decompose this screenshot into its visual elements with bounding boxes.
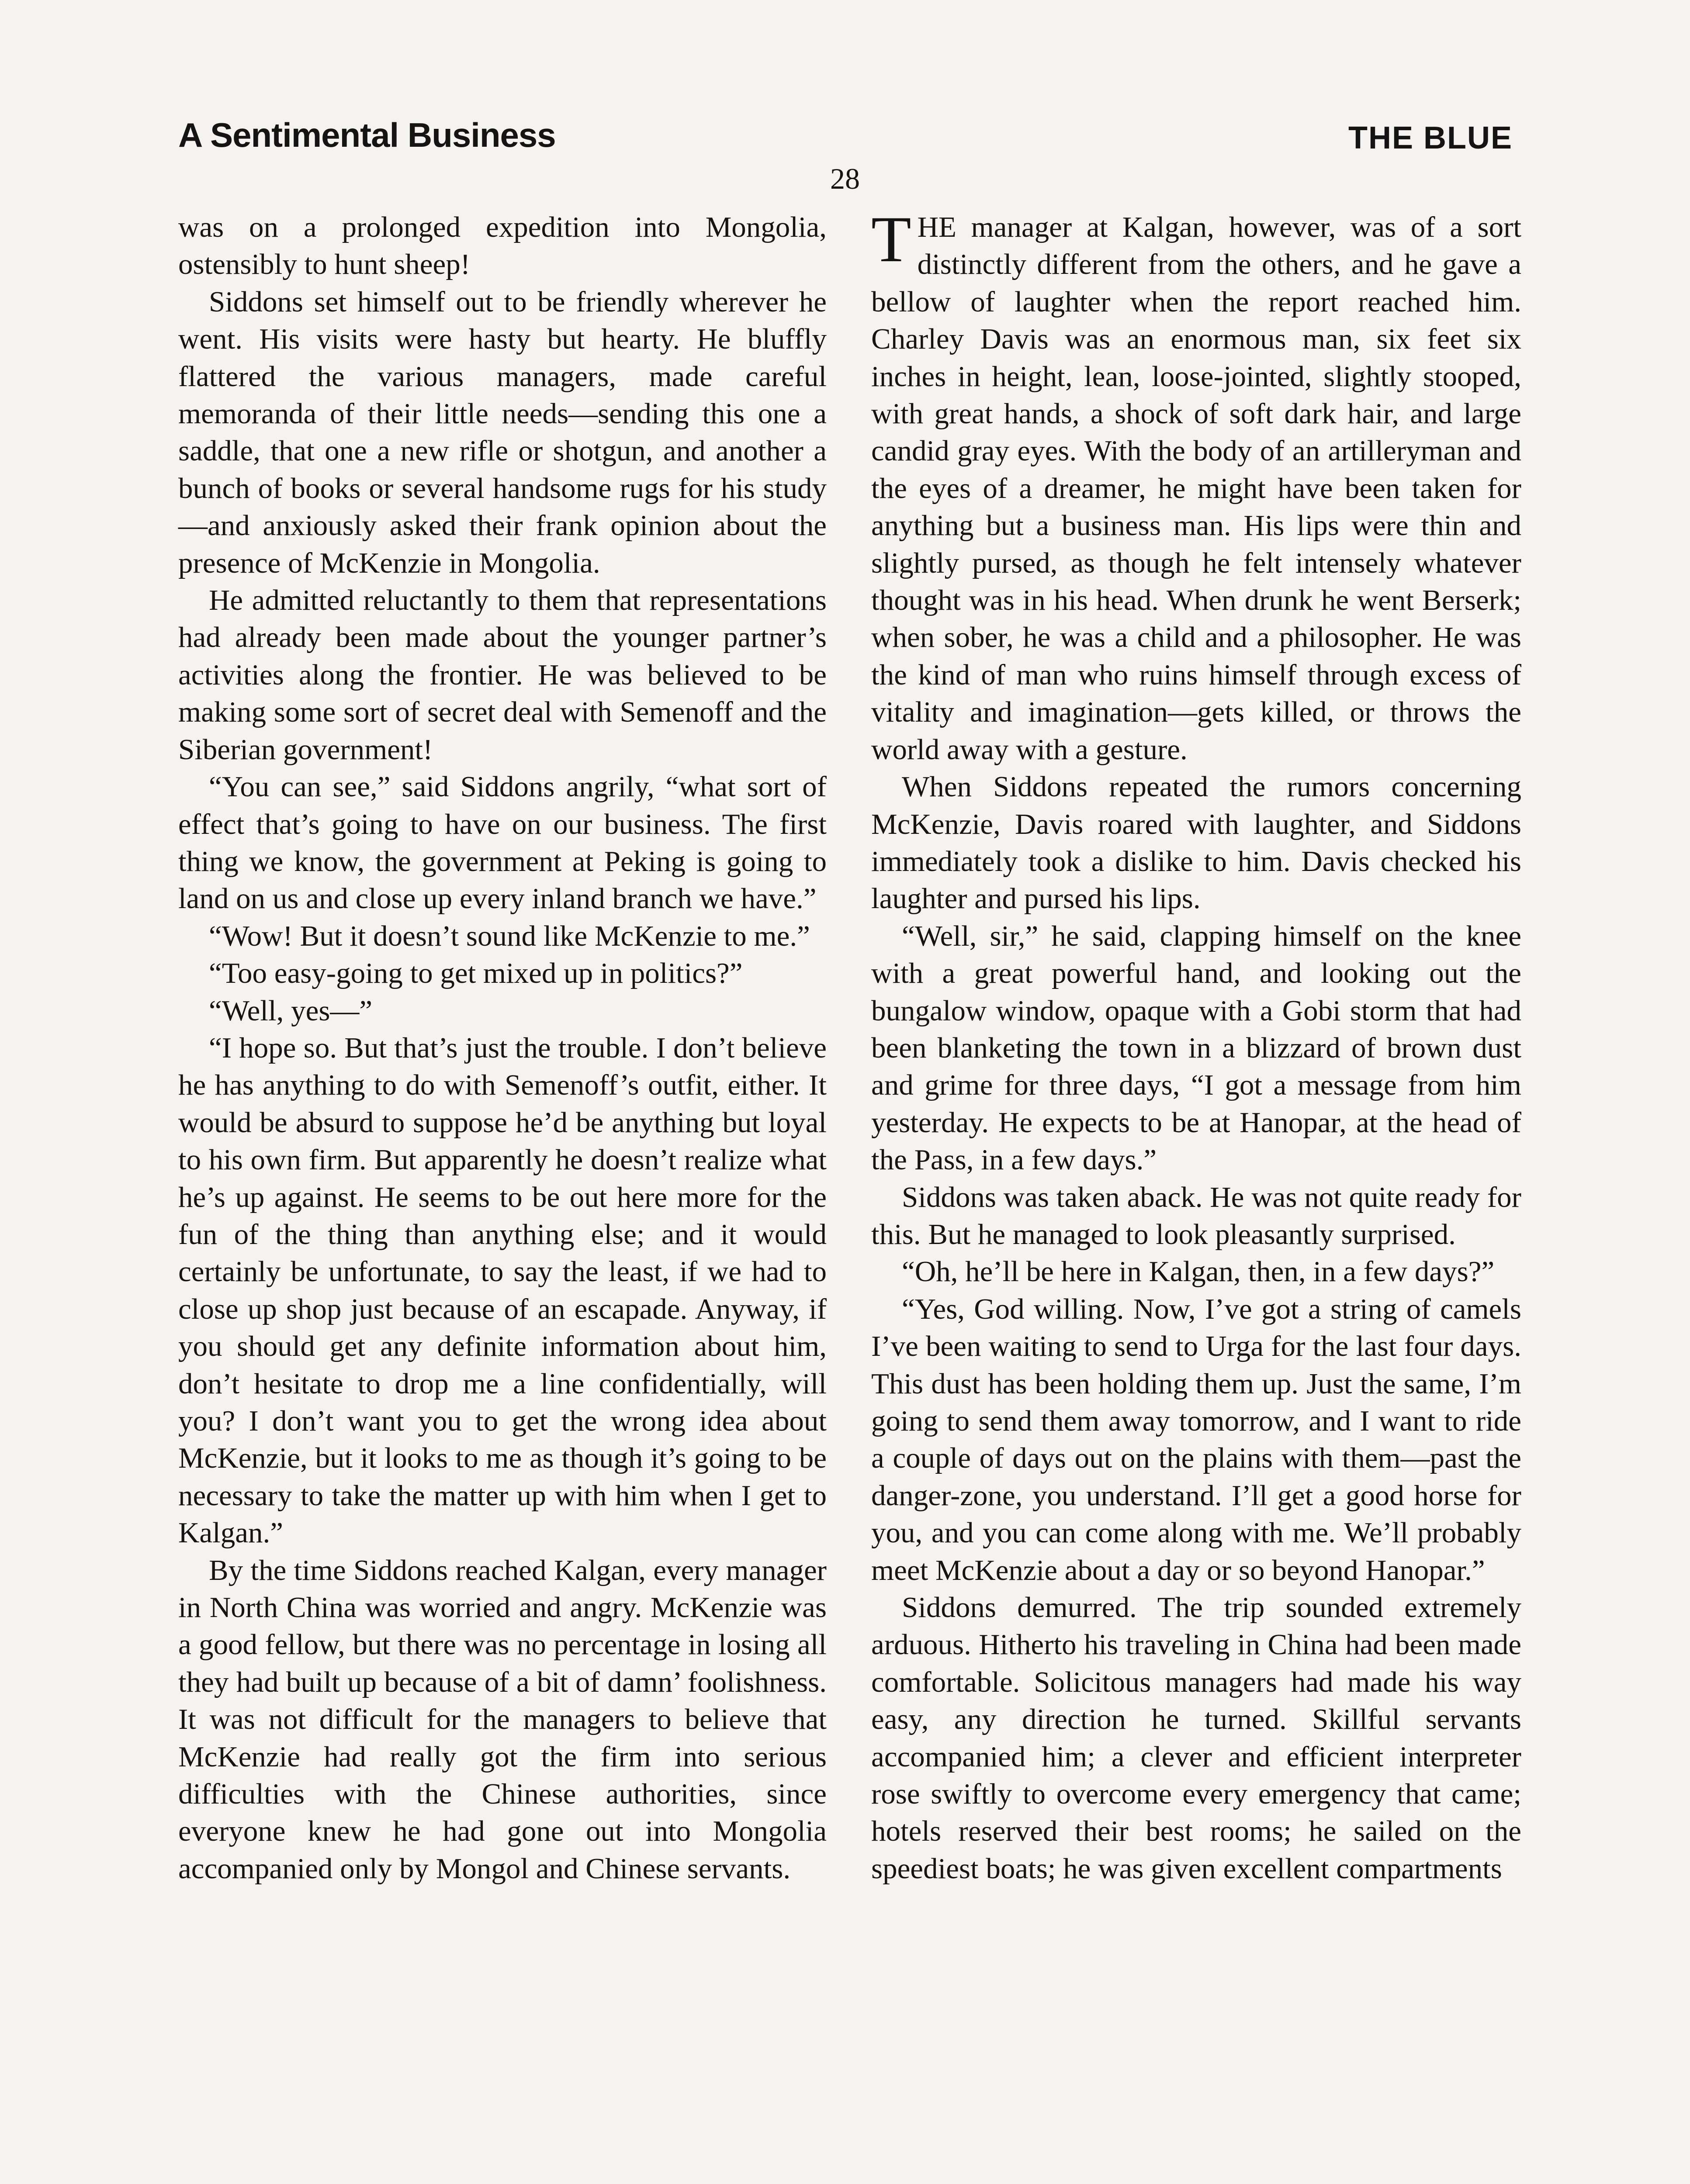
magazine-title: THE BLUE: [1348, 121, 1513, 156]
paragraph: When Siddons repeated the rumors concerning McKenzie, Davis roared with laughter, and Siddons immediately took a dislike to him. Davis checked his laughter and pursed his lips.: [871, 771, 1521, 915]
drop-cap: T: [871, 203, 911, 276]
paragraph: “Oh, he’ll be here in Kalgan, then, in a few days?”: [902, 1255, 1495, 1288]
paragraph-text: HE manager at Kalgan, however, was of a sort distinctly different from the others, and he gave a bellow of laughter when the report reached him. Charley Davis was an enormous man, six feet six inches in height, lean, loose-jointed, slightly stooped, with great hands, a shock of soft dark hair, and large candid gray eyes. With the body of an artilleryman and the eyes of a dreamer, he might have been taken for anything but a business man. His lips were thin and slightly pursed, as though he felt intensely whatever thought was in his head. When drunk he went Berserk; when sober, he was a child and a philosopher. He was the kind of man who ruins himself through excess of vitality and imagination—gets killed, or throws the world away with a gesture.: [871, 211, 1521, 766]
paragraph: Siddons set himself out to be friendly wherever he went. His visits were hasty but hearty. He bluffly flattered the various managers, made careful memoranda of their little needs—sending this one a saddle, that one a new rifle or shotgun, and another a bunch of books or several handsome rugs for his study—and anxiously asked their frank opinion about the presence of McKenzie in Mongolia.: [178, 285, 827, 579]
section-opening-paragraph: [871, 203, 1521, 768]
left-column: [178, 209, 827, 1887]
paragraph: was on a prolonged expedition into Mongolia, ostensibly to hunt sheep!: [178, 211, 827, 281]
paragraph: “Well, yes—”: [209, 994, 373, 1027]
paragraph: “Too easy-going to get mixed up in politics?”: [209, 957, 743, 990]
paragraph: “You can see,” said Siddons angrily, “what sort of effect that’s going to have on our business. The first thing we know, the government at Peking is going to land on us and close up every inland branch we have.”: [178, 771, 827, 915]
paragraph: “Wow! But it doesn’t sound like McKenzie to me.”: [209, 919, 810, 952]
paragraph: “I hope so. But that’s just the trouble. I don’t believe he has anything to do with Semenoff’s outfit, either. It would be absurd to suppose he’d be anything but loyal to his own firm. But apparently he doesn’t realize what he’s up against. He seems to be out here more for the fun of the thing than anything else; and it would certainly be unfortunate, to say the least, if we had to close up shop just because of an escapade. Anyway, if you should get any definite information about him, don’t hesitate to drop me a line confidentially, will you? I don’t want you to get the wrong idea about McKenzie, but it looks to me as though it’s going to be necessary to take the matter up with him when I get to Kalgan.”: [178, 1031, 827, 1549]
paragraph: He admitted reluctantly to them that representations had already been made about the younger partner’s activities along the frontier. He was believed to be making some sort of secret deal with Semenoff and the Siberian government!: [178, 584, 827, 766]
page-number: 28: [830, 162, 860, 195]
paragraph: “Yes, God willing. Now, I’ve got a string of camels I’ve been waiting to send to Urga for the last four days. This dust has been holding them up. Just the same, I’m going to send them away tomorrow, and I want to ride a couple of days out on the plains with them—past the danger-zone, you understand. I’ll get a good horse for you, and you can come along with me. We’ll probably meet McKenzie about a day or so beyond Hanopar.”: [871, 1292, 1521, 1586]
paragraph: “Well, sir,” he said, clapping himself on the knee with a great powerful hand, and looking out the bungalow window, opaque with a Gobi storm that had been blanketing the town in a blizzard of brown dust and grime for three days, “I got a message from him yesterday. He expects to be at Hanopar, at the head of the Pass, in a few days.”: [871, 919, 1521, 1176]
right-column: [871, 203, 1521, 1887]
paragraph: Siddons was taken aback. He was not quite ready for this. But he managed to look pleasantly surprised.: [871, 1181, 1521, 1251]
article-title: A Sentimental Business: [178, 116, 556, 154]
paragraph: By the time Siddons reached Kalgan, every manager in North China was worried and angry. McKenzie was a good fellow, but there was no percentage in losing all they had built up because of a bit of damn’ foolishness. It was not difficult for the managers to believe that McKenzie had really got the firm into serious difficulties with the Chinese authorities, since everyone knew he had gone out into Mongolia accompanied only by Mongol and Chinese servants.: [178, 1554, 827, 1885]
paragraph: Siddons demurred. The trip sounded extremely arduous. Hitherto his traveling in China had been made comfortable. Solicitous managers had made his way easy, any direction he turned. Skillful servants accompanied him; a clever and efficient interpreter rose swiftly to overcome every emergency that came; hotels reserved their best rooms; he sailed on the speediest boats; he was given excellent compartments: [871, 1591, 1521, 1885]
